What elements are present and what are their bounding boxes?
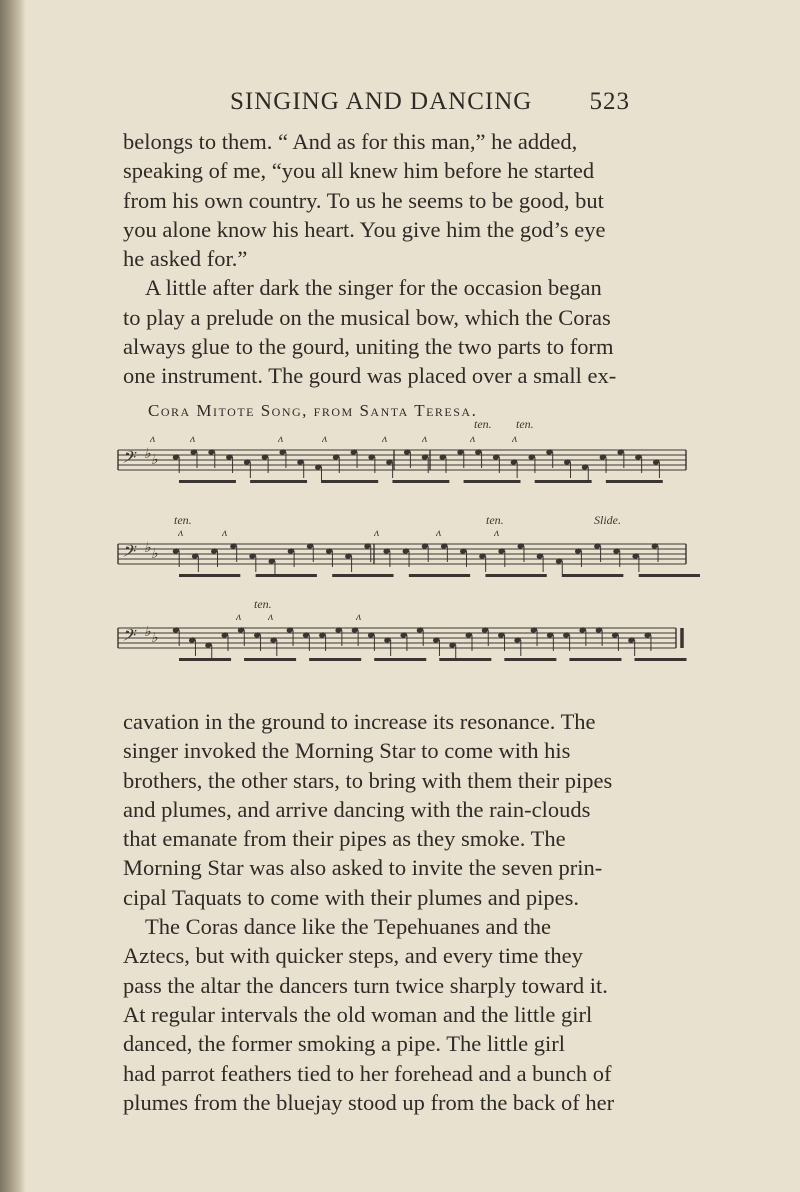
note-beam xyxy=(309,658,361,661)
text-line: singer invoked the Morning Star to come with his xyxy=(123,738,571,764)
bass-clef-icon: 𝄢 xyxy=(121,449,134,471)
flat-sign-icon: ♭ xyxy=(151,631,158,646)
note-beam xyxy=(464,480,521,483)
slide-mark: Slide. xyxy=(594,513,621,527)
note-beam xyxy=(569,658,621,661)
note-beam xyxy=(332,574,393,577)
tenuto-mark: ten. xyxy=(174,513,192,527)
text-line: cipal Taquats to come with their plumes and pipes. xyxy=(123,884,580,910)
accent-mark: ʌ xyxy=(494,525,500,539)
flat-sign-icon: ♭ xyxy=(151,453,158,468)
accent-mark: ʌ xyxy=(190,431,196,445)
accent-mark: ʌ xyxy=(382,431,388,445)
accent-mark: ʌ xyxy=(512,431,518,445)
text-line: Aztecs, but with quicker steps, and every time they xyxy=(123,943,583,969)
text-line: The Coras dance like the Tepehuanes and the xyxy=(145,914,551,940)
bass-clef-icon: 𝄢 xyxy=(121,627,134,649)
text-line: plumes from the bluejay stood up from the back of her xyxy=(123,1089,615,1115)
note-beam xyxy=(562,574,623,577)
text-line: that emanate from their pipes as they smoke. The xyxy=(123,826,566,852)
running-title: SINGING AND DANCING xyxy=(230,88,533,115)
accent-mark: ʌ xyxy=(422,431,428,445)
music-title: Cora Mitote Song, from Santa Teresa. xyxy=(148,401,478,420)
bass-clef-icon: 𝄢 xyxy=(121,543,134,565)
note-beam xyxy=(321,480,378,483)
text-line: danced, the former smoking a pipe. The little girl xyxy=(123,1031,565,1057)
note-beam xyxy=(485,574,546,577)
note-beam xyxy=(179,480,236,483)
text-line: always glue to the gourd, uniting the two parts to form xyxy=(123,334,614,360)
text-line: Morning Star was also asked to invite the seven prin- xyxy=(123,855,603,881)
accent-mark: ʌ xyxy=(178,525,184,539)
text-line: speaking of me, “you all knew him before he started xyxy=(123,158,595,184)
flat-sign-icon: ♭ xyxy=(151,547,158,562)
note-beam xyxy=(250,480,307,483)
text-line: one instrument. The gourd was placed over a small ex- xyxy=(123,363,617,389)
text-line: cavation in the ground to increase its resonance. The xyxy=(123,709,596,734)
accent-mark: ʌ xyxy=(278,431,284,445)
score-staves xyxy=(118,420,700,661)
text-line: had parrot feathers tied to her forehead and a bunch of xyxy=(123,1060,612,1086)
accent-mark: ʌ xyxy=(356,609,362,623)
tenuto-mark: ten. xyxy=(254,597,272,611)
note-beam xyxy=(439,658,491,661)
accent-mark: ʌ xyxy=(322,431,328,445)
note-beam xyxy=(256,574,317,577)
flat-sign-icon: ♭ xyxy=(144,447,151,462)
note-beam xyxy=(392,480,449,483)
accent-mark: ʌ xyxy=(374,525,380,539)
note-beam xyxy=(535,480,592,483)
text-line: A little after dark the singer for the occasion began xyxy=(145,275,602,301)
text-line: he asked for.” xyxy=(123,246,248,272)
accent-mark: ʌ xyxy=(236,609,242,623)
accent-mark: ʌ xyxy=(470,431,476,445)
note-beam xyxy=(504,658,556,661)
note-beam xyxy=(606,480,663,483)
text-line: At regular intervals the old woman and the little girl xyxy=(123,1001,593,1027)
note-beam xyxy=(374,658,426,661)
flat-sign-icon: ♭ xyxy=(144,541,151,556)
tenuto-mark: ten. xyxy=(486,513,504,527)
musical-score xyxy=(0,420,800,680)
note-beam xyxy=(639,574,700,577)
note-beam xyxy=(244,658,296,661)
text-line: to play a prelude on the musical bow, which the Coras xyxy=(123,304,611,330)
accent-mark: ʌ xyxy=(268,609,274,623)
tenuto-mark: ten. xyxy=(474,420,492,431)
text-line: you alone know his heart. You give him the god’s eye xyxy=(123,216,606,242)
accent-mark: ʌ xyxy=(150,431,156,445)
accent-mark: ʌ xyxy=(436,525,442,539)
text-block-before-music xyxy=(123,127,690,391)
text-line: from his own country. To us he seems to be good, but xyxy=(123,187,604,213)
text-line: and plumes, and arrive dancing with the rain-clouds xyxy=(123,796,591,822)
note-beam xyxy=(634,658,686,661)
accent-mark: ʌ xyxy=(222,525,228,539)
note-beam xyxy=(179,658,231,661)
note-beam xyxy=(409,574,470,577)
text-line: pass the altar the dancers turn twice sharply toward it. xyxy=(123,972,608,998)
text-line: belongs to them. “ And as for this man,” he added, xyxy=(123,129,578,154)
tenuto-mark: ten. xyxy=(516,420,534,431)
note-beam xyxy=(179,574,240,577)
page-number: 523 xyxy=(589,88,630,115)
text-block-after-music xyxy=(123,707,690,1117)
text-line: brothers, the other stars, to bring with them their pipes xyxy=(123,767,613,793)
flat-sign-icon: ♭ xyxy=(144,625,151,640)
